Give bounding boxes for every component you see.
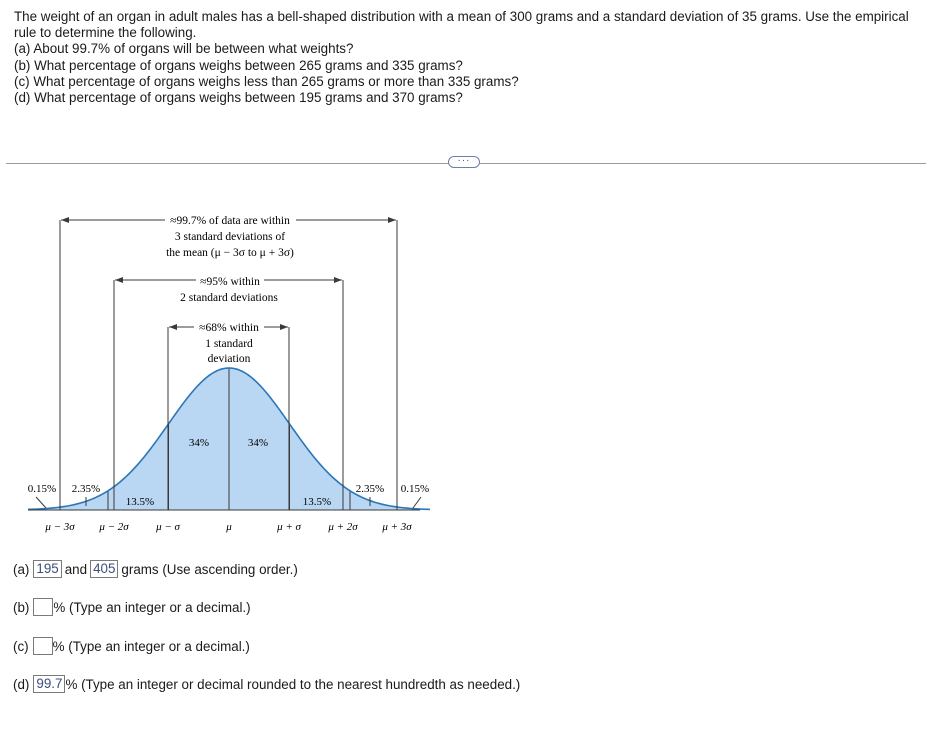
- question-part-a: (a) About 99.7% of organs will be between what weights?: [14, 41, 354, 57]
- answer-d-suffix: % (Type an integer or decimal rounded to the nearest hundredth as needed.): [65, 676, 521, 692]
- question-part-b: (b) What percentage of organs weighs between 265 grams and 335 grams?: [14, 57, 463, 73]
- label-68-line2: 1 standard: [205, 338, 253, 350]
- question-part-d: (d) What percentage of organs weighs between 195 grams and 370 grams?: [14, 90, 463, 106]
- label-95-line2: 2 standard deviations: [180, 292, 278, 304]
- pct-mid-left: 13.5%: [125, 496, 155, 508]
- answer-a-input-2[interactable]: 405: [90, 560, 118, 578]
- answer-c-label: (c): [13, 638, 29, 654]
- pct-outer-left-b: 2.35%: [71, 483, 101, 495]
- answer-c-suffix: % (Type an integer or a decimal.): [52, 638, 250, 654]
- answer-d-label: (d): [13, 676, 30, 692]
- axis-label-mu-minus-3sigma: μ − 3σ: [45, 521, 75, 533]
- answer-b-input[interactable]: [33, 598, 53, 616]
- label-997-line2: 3 standard deviations of: [174, 231, 286, 243]
- label-997-line1: ≈99.7% of data are within: [170, 215, 290, 227]
- answer-section: [13, 560, 913, 710]
- answer-a-label: (a): [13, 561, 30, 577]
- pct-outer-right-b: 0.15%: [400, 483, 430, 495]
- pct-inner-left: 34%: [188, 437, 210, 449]
- answer-b-suffix: % (Type an integer or a decimal.): [53, 599, 251, 615]
- label-68-line1: ≈68% within: [199, 322, 259, 334]
- label-68-line3: deviation: [207, 353, 251, 365]
- answer-d-input[interactable]: 99.7: [33, 675, 65, 693]
- more-options-button[interactable]: ···: [448, 156, 480, 168]
- axis-label-mu-plus-3sigma: μ + 3σ: [382, 521, 412, 533]
- answer-c-input[interactable]: [33, 637, 53, 655]
- answer-row-d: [13, 675, 520, 693]
- pct-outer-right-a: 2.35%: [355, 483, 385, 495]
- label-95-line1: ≈95% within: [200, 276, 260, 288]
- answer-row-b: [13, 598, 251, 616]
- empirical-rule-figure: [0, 200, 460, 540]
- axis-label-mu-minus-sigma: μ − σ: [156, 521, 180, 533]
- answer-row-a: [13, 560, 301, 578]
- answer-a-input-1[interactable]: 195: [33, 560, 61, 578]
- answer-row-c: [13, 637, 250, 655]
- axis-label-mu: μ: [226, 521, 232, 533]
- pct-inner-right: 34%: [247, 437, 269, 449]
- question-text: [14, 9, 914, 106]
- label-997-line3: the mean (μ − 3σ to μ + 3σ): [166, 247, 294, 259]
- question-intro: The weight of an organ in adult males has a bell-shaped distribution with a mean of 300 grams and a standard deviation of 35 grams. Use the empirical rule to determine the following.: [14, 9, 909, 41]
- answer-a-and: and: [64, 561, 88, 577]
- axis-label-mu-plus-2sigma: μ + 2σ: [328, 521, 358, 533]
- answer-a-suffix: grams (Use ascending order.): [121, 561, 298, 577]
- pct-mid-right: 13.5%: [302, 496, 332, 508]
- bell-curve-diagram: [0, 200, 460, 540]
- question-part-c: (c) What percentage of organs weighs less than 265 grams or more than 335 grams?: [14, 73, 519, 89]
- answer-b-label: (b): [13, 599, 30, 615]
- pct-outer-left-a: 0.15%: [27, 483, 57, 495]
- axis-label-mu-minus-2sigma: μ − 2σ: [99, 521, 129, 533]
- axis-label-mu-plus-sigma: μ + σ: [277, 521, 301, 533]
